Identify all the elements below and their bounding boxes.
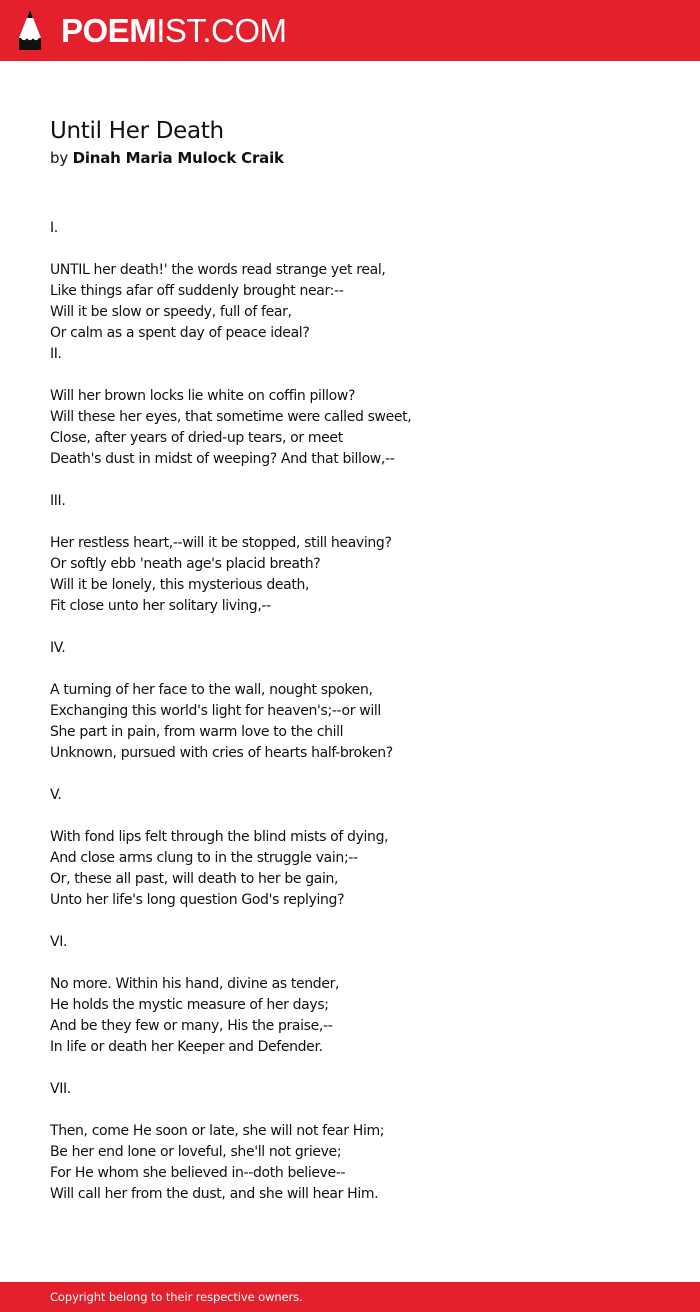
poem-title: Until Her Death [50,118,224,144]
stanza-break [50,617,670,638]
pencil-tip-icon [18,9,42,51]
brand-bold: POEM [61,12,157,49]
poem-line: Or softly ebb 'neath age's placid breath? [50,556,321,572]
stanza-break [50,365,670,386]
poem-line: Be her end lone or loveful, she'll not grieve; [50,1144,342,1160]
poem-line: Or, these all past, will death to her be gain, [50,871,339,887]
poem-line: V. [50,787,62,803]
poem-line: He holds the mystic measure of her days; [50,997,329,1013]
copyright-text: Copyright belong to their respective owners. [50,1290,303,1304]
poem-line: Close, after years of dried-up tears, or meet [50,430,343,446]
stanza-break [50,806,670,827]
poem-line: A turning of her face to the wall, nought spoken, [50,682,373,698]
poem-line: Will call her from the dust, and she will hear Him. [50,1186,379,1202]
poem-line: III. [50,493,66,509]
poem-line: Unto her life's long question God's replying? [50,892,345,908]
poem-line: No more. Within his hand, divine as tender, [50,976,340,992]
poem-line: In life or death her Keeper and Defender. [50,1039,323,1055]
stanza-break [50,764,670,785]
site-footer [0,1282,700,1312]
poem-line: Her restless heart,--will it be stopped, still heaving? [50,535,392,551]
poem-line: Then, come He soon or late, she will not fear Him; [50,1123,385,1139]
poem-line: Will it be lonely, this mysterious death, [50,577,310,593]
poem-line: VII. [50,1081,71,1097]
poem-line: II. [50,346,62,362]
stanza-break [50,1100,670,1121]
stanza-break [50,239,670,260]
brand-light: IST.COM [156,12,287,49]
poem-line: For He whom she believed in--doth believe-- [50,1165,346,1181]
poem-line: Death's dust in midst of weeping? And that billow,-- [50,451,395,467]
poem-line: Exchanging this world's light for heaven's;--or will [50,703,381,719]
poem-line: And close arms clung to in the struggle vain;-- [50,850,358,866]
poem-line: Fit close unto her solitary living,-- [50,598,271,614]
stanza-break [50,911,670,932]
poem-body [50,218,670,1205]
poem-line: I. [50,220,58,236]
site-logo-link[interactable] [61,12,287,50]
byline [50,148,284,168]
stanza-break [50,470,670,491]
poem-line: IV. [50,640,66,656]
stanza-break [50,659,670,680]
stanza-break [50,953,670,974]
poem-line: She part in pain, from warm love to the chill [50,724,344,740]
author-name[interactable]: Dinah Maria Mulock Craik [72,149,284,167]
poem-line: Will these her eyes, that sometime were called sweet, [50,409,412,425]
poem-line: UNTIL her death!' the words read strange yet real, [50,262,386,278]
poem-line: VI. [50,934,68,950]
poem-line: And be they few or many, His the praise,-- [50,1018,333,1034]
poem-line: With fond lips felt through the blind mists of dying, [50,829,389,845]
poem-line: Like things afar off suddenly brought near:-- [50,283,344,299]
poem-line: Unknown, pursued with cries of hearts half-broken? [50,745,393,761]
by-label: by [50,149,68,167]
stanza-break [50,1058,670,1079]
stanza-break [50,512,670,533]
site-header [0,0,700,61]
poem-line: Or calm as a spent day of peace ideal? [50,325,310,341]
poem-line: Will her brown locks lie white on coffin pillow? [50,388,356,404]
poem-line: Will it be slow or speedy, full of fear, [50,304,292,320]
